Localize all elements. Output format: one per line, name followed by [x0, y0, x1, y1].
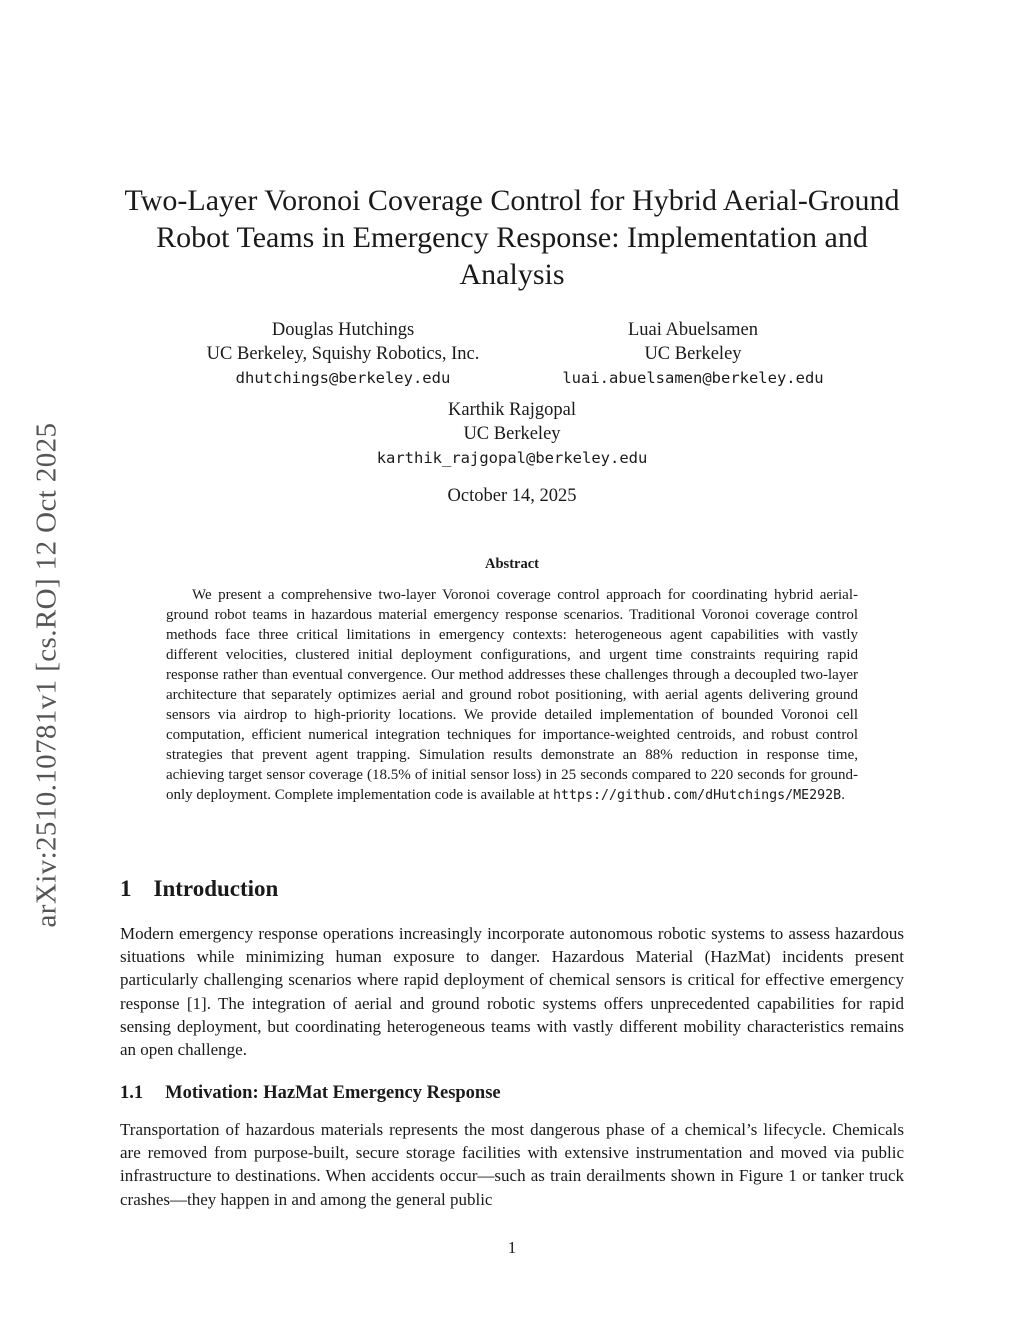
- abstract-heading: Abstract: [485, 556, 539, 572]
- author-email[interactable]: karthik_rajgopal@berkeley.edu: [376, 449, 648, 467]
- author-affiliation: UC Berkeley: [644, 344, 742, 364]
- author-email[interactable]: luai.abuelsamen@berkeley.edu: [562, 369, 824, 387]
- abstract-body: We present a comprehensive two-layer Voronoi coverage control approach for coordinating hybrid aerial-ground robot teams in hazardous material emergency response scenarios. Traditional Voronoi coverage control methods face three critical limitations in emergency contexts: heterogeneous agent capabilities with vastly different velocities, clustered initial deployment configurations, and urgent time constraints requiring rapid response rather than eventual convergence. Our method addresses these challenges through a decoupled two-layer architecture that separately optimizes aerial and ground robot positioning, with aerial agents delivering ground sensors via airdrop to high-priority locations. We provide detailed implementation of bounded Voronoi cell computation, efficient numerical integration techniques for importance-weighted centroids, and robust control strategies that prevent agent trapping. Simulation results demonstrate an 88% reduction in response time, achieving target sensor coverage (18.5% of initial sensor loss) in 25 seconds compared to 220 seconds for ground-only deployment. Complete implementation code is available at: [166, 587, 858, 803]
- page-number: 1: [507, 1238, 517, 1257]
- motivation-paragraph: Transportation of hazardous materials represents the most dangerous phase of a chemical’s lifecycle. Chemicals are removed from purpose-built, secure storage facilities with extensive instrumentation and moved via public infrastructure to destinations. When accidents occur—such as train derailments shown in Figure 1 or tanker truck crashes—they happen in and among the general public: [120, 1120, 904, 1209]
- author-block-2: [530, 318, 856, 390]
- author-affiliation: UC Berkeley: [463, 424, 561, 444]
- section-heading-introduction: [120, 876, 278, 902]
- author-name: Luai Abuelsamen: [628, 320, 758, 340]
- author-block-1: [168, 318, 518, 390]
- author-name: Douglas Hutchings: [271, 320, 415, 340]
- author-email[interactable]: dhutchings@berkeley.edu: [235, 369, 451, 387]
- paper-title: Two-Layer Voronoi Coverage Control for Hybrid Aerial-Ground Robot Teams in Emergency Response: Implementation and Analysis: [124, 184, 900, 291]
- abstract-tail: .: [841, 787, 845, 803]
- publication-date: October 14, 2025: [447, 486, 577, 506]
- subsection-heading-motivation: [120, 1083, 501, 1104]
- author-name: Karthik Rajgopal: [448, 400, 576, 420]
- section-title: Introduction: [153, 876, 279, 901]
- section-number: 1: [120, 876, 132, 901]
- abstract-text: [166, 585, 858, 806]
- arxiv-sidebar-stamp: [22, 380, 72, 970]
- code-repository-link[interactable]: https://github.com/dHutchings/ME292B: [552, 788, 842, 803]
- author-block-3: [312, 398, 712, 470]
- subsection-title: Motivation: HazMat Emergency Response: [165, 1083, 501, 1103]
- introduction-paragraph: Modern emergency response operations increasingly incorporate autonomous robotic systems to assess hazardous situations while minimizing human exposure to danger. Hazardous Material (HazMat) incidents present particularly challenging scenarios where rapid deployment of chemical sensors is critical for effective emergency response [1]. The integration of aerial and ground robotic systems offers unprecedented capabilities for rapid sensing deployment, but coordinating heterogeneous teams with vastly different mobility characteristics remains an open challenge.: [120, 924, 904, 1060]
- arxiv-identifier: arXiv:2510.10781v1 [cs.RO] 12 Oct 2025: [30, 422, 63, 928]
- subsection-number: 1.1: [120, 1083, 144, 1103]
- author-affiliation: UC Berkeley, Squishy Robotics, Inc.: [206, 344, 480, 364]
